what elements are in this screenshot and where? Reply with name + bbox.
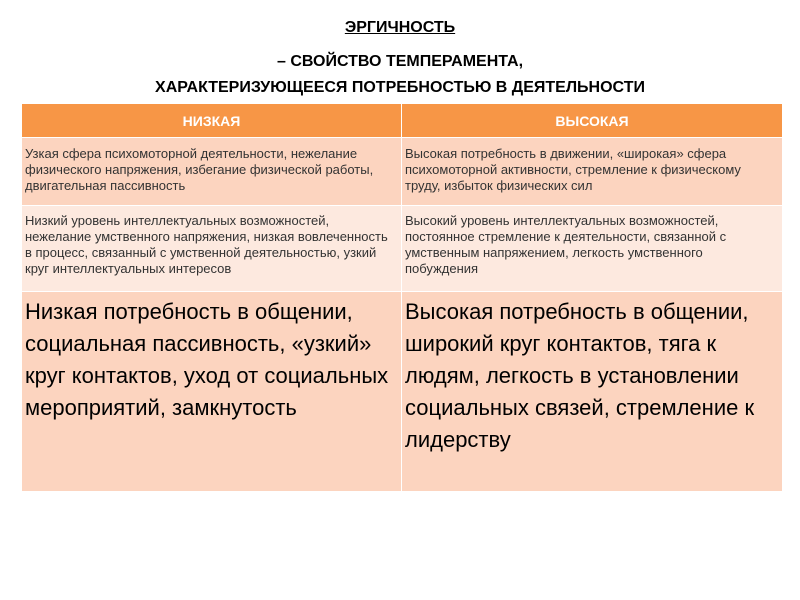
cell-high-intellectual: Высокий уровень интеллектуальных возможностей, постоянное стремление к деятельности, связанной с умственным напряжением, легкость умственного побуждения (402, 206, 783, 292)
table-row (22, 292, 783, 492)
page-title: ЭРГИЧНОСТЬ (344, 19, 456, 36)
cell-low-intellectual: Низкий уровень интеллектуальных возможностей, нежелание умственного напряжения, низкая вовлеченность в процесс, связанный с умственной деятельностью, узкий круг интеллектуальных интересов (22, 206, 402, 292)
cell-low-social: Низкая потребность в общении, социальная пассивность, «узкий» круг контактов, уход от социальных мероприятий, замкнутость (22, 292, 402, 492)
header-low: НИЗКАЯ (22, 104, 402, 138)
temperament-table (21, 103, 783, 492)
subtitle-line-1: – СВОЙСТВО ТЕМПЕРАМЕНТА, (276, 53, 524, 70)
cell-high-physical: Высокая потребность в движении, «широкая» сфера психомоторной активности, стремление к физическому труду, избыток физических сил (402, 138, 783, 206)
header-high: ВЫСОКАЯ (402, 104, 783, 138)
subtitle-line-2: ХАРАКТЕРИЗУЮЩЕЕСЯ ПОТРЕБНОСТЬЮ В ДЕЯТЕЛЬНОСТИ (155, 79, 645, 96)
table-header-row (22, 104, 783, 138)
table-row (22, 138, 783, 206)
cell-low-physical: Узкая сфера психомоторной деятельности, нежелание физического напряжения, избегание физической работы, двигательная пассивность (22, 138, 402, 206)
cell-high-social: Высокая потребность в общении, широкий круг контактов, тяга к людям, легкость в установлении социальных связей, стремление к лидерству (402, 292, 783, 492)
table-row (22, 206, 783, 292)
